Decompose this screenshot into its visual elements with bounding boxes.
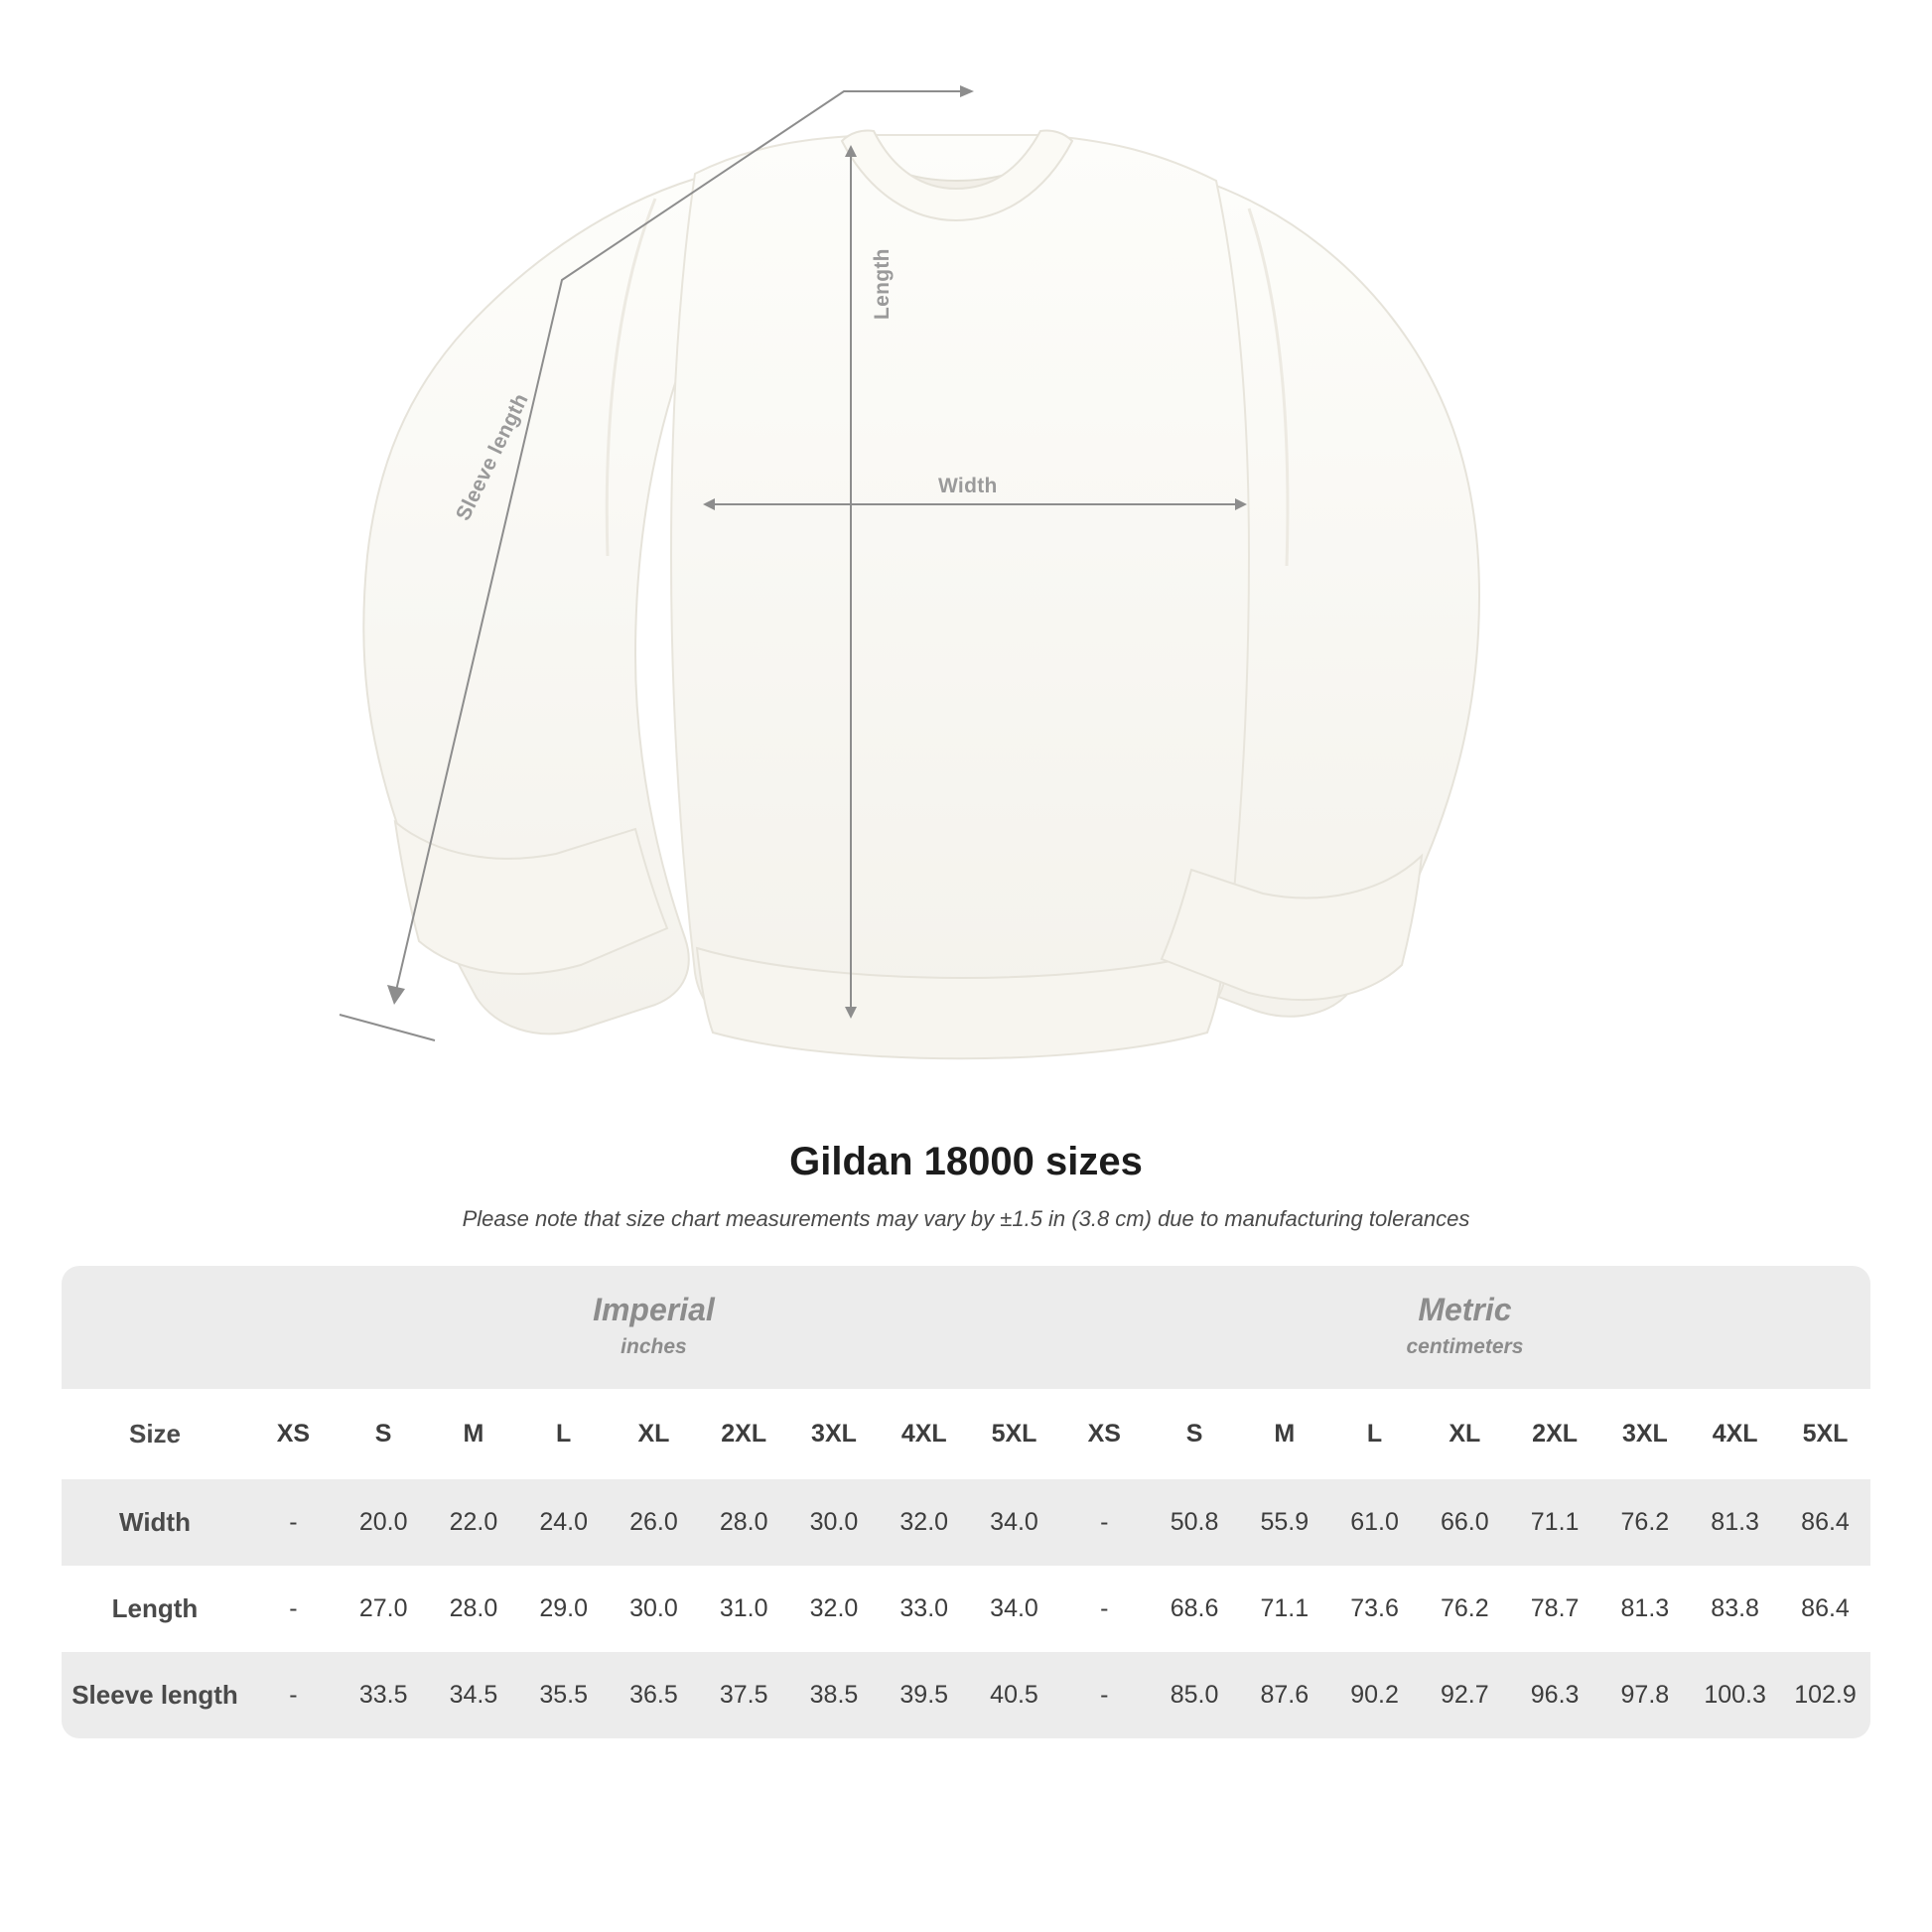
- cell-sleeve-metric-5xl: 102.9: [1780, 1652, 1870, 1738]
- size-col-imperial-m: M: [429, 1389, 519, 1479]
- cell-width-imperial-m: 22.0: [429, 1479, 519, 1566]
- cell-sleeve-imperial-xl: 36.5: [609, 1652, 699, 1738]
- cell-sleeve-metric-xs: -: [1059, 1652, 1150, 1738]
- row-label-length: Length: [62, 1566, 248, 1652]
- cell-width-imperial-xl: 26.0: [609, 1479, 699, 1566]
- cell-sleeve-imperial-2xl: 37.5: [699, 1652, 789, 1738]
- cell-length-imperial-4xl: 33.0: [879, 1566, 969, 1652]
- cell-sleeve-metric-3xl: 97.8: [1599, 1652, 1690, 1738]
- cell-length-metric-l: 73.6: [1329, 1566, 1420, 1652]
- size-col-metric-2xl: 2XL: [1510, 1389, 1600, 1479]
- cell-sleeve-imperial-4xl: 39.5: [879, 1652, 969, 1738]
- cell-width-metric-3xl: 76.2: [1599, 1479, 1690, 1566]
- cell-width-imperial-s: 20.0: [339, 1479, 429, 1566]
- size-col-imperial-xs: XS: [248, 1389, 339, 1479]
- cell-length-imperial-5xl: 34.0: [969, 1566, 1059, 1652]
- unit-metric-name: Metric: [1418, 1292, 1512, 1327]
- cell-length-imperial-3xl: 32.0: [789, 1566, 880, 1652]
- size-col-metric-l: L: [1329, 1389, 1420, 1479]
- size-col-metric-xl: XL: [1420, 1389, 1510, 1479]
- unit-header-metric: [1059, 1266, 1870, 1389]
- cell-width-metric-2xl: 71.1: [1510, 1479, 1600, 1566]
- size-col-imperial-4xl: 4XL: [879, 1389, 969, 1479]
- cell-sleeve-imperial-s: 33.5: [339, 1652, 429, 1738]
- cell-length-imperial-xl: 30.0: [609, 1566, 699, 1652]
- row-label-width: Width: [62, 1479, 248, 1566]
- cell-width-metric-m: 55.9: [1239, 1479, 1329, 1566]
- unit-imperial-name: Imperial: [593, 1292, 715, 1327]
- cell-length-imperial-l: 29.0: [518, 1566, 609, 1652]
- cell-sleeve-metric-xl: 92.7: [1420, 1652, 1510, 1738]
- width-dimension-label: Width: [938, 475, 998, 497]
- cell-length-metric-2xl: 78.7: [1510, 1566, 1600, 1652]
- size-col-imperial-3xl: 3XL: [789, 1389, 880, 1479]
- cell-length-metric-5xl: 86.4: [1780, 1566, 1870, 1652]
- cell-width-imperial-2xl: 28.0: [699, 1479, 789, 1566]
- cell-width-metric-xl: 66.0: [1420, 1479, 1510, 1566]
- cell-length-metric-m: 71.1: [1239, 1566, 1329, 1652]
- size-col-metric-3xl: 3XL: [1599, 1389, 1690, 1479]
- size-col-imperial-2xl: 2XL: [699, 1389, 789, 1479]
- cell-length-imperial-m: 28.0: [429, 1566, 519, 1652]
- cell-sleeve-imperial-3xl: 38.5: [789, 1652, 880, 1738]
- size-header-label: Size: [62, 1389, 248, 1479]
- size-table-container: [62, 1266, 1870, 1738]
- row-label-sleeve-length: Sleeve length: [62, 1652, 248, 1738]
- cell-width-imperial-5xl: 34.0: [969, 1479, 1059, 1566]
- size-header-row: [62, 1389, 1870, 1479]
- cell-sleeve-metric-m: 87.6: [1239, 1652, 1329, 1738]
- cell-width-metric-s: 50.8: [1150, 1479, 1240, 1566]
- unit-metric-sub: centimeters: [1406, 1335, 1524, 1358]
- cell-width-metric-5xl: 86.4: [1780, 1479, 1870, 1566]
- page-title: Gildan 18000 sizes: [789, 1140, 1143, 1183]
- size-col-metric-4xl: 4XL: [1690, 1389, 1780, 1479]
- cell-width-imperial-xs: -: [248, 1479, 339, 1566]
- cell-width-imperial-3xl: 30.0: [789, 1479, 880, 1566]
- unit-imperial-sub: inches: [621, 1335, 687, 1358]
- size-col-metric-xs: XS: [1059, 1389, 1150, 1479]
- size-table: [62, 1266, 1870, 1738]
- sleeve-length-dimension-label: Sleeve length: [452, 389, 533, 525]
- cell-sleeve-metric-s: 85.0: [1150, 1652, 1240, 1738]
- cell-sleeve-imperial-5xl: 40.5: [969, 1652, 1059, 1738]
- cell-length-imperial-xs: -: [248, 1566, 339, 1652]
- title-block: [0, 1140, 1932, 1232]
- size-col-imperial-s: S: [339, 1389, 429, 1479]
- size-col-imperial-l: L: [518, 1389, 609, 1479]
- unit-header-spacer: [62, 1266, 248, 1389]
- cell-width-metric-l: 61.0: [1329, 1479, 1420, 1566]
- cell-width-imperial-4xl: 32.0: [879, 1479, 969, 1566]
- size-col-imperial-5xl: 5XL: [969, 1389, 1059, 1479]
- table-row: [62, 1566, 1870, 1652]
- unit-header-imperial: [248, 1266, 1059, 1389]
- tolerance-note: Please note that size chart measurements may vary by ±1.5 in (3.8 cm) due to manufacturing tolerances: [462, 1206, 1470, 1231]
- cell-sleeve-imperial-m: 34.5: [429, 1652, 519, 1738]
- length-dimension-label: Length: [871, 248, 894, 320]
- size-col-metric-s: S: [1150, 1389, 1240, 1479]
- cell-length-metric-4xl: 83.8: [1690, 1566, 1780, 1652]
- table-row: [62, 1652, 1870, 1738]
- size-col-metric-5xl: 5XL: [1780, 1389, 1870, 1479]
- cell-width-metric-4xl: 81.3: [1690, 1479, 1780, 1566]
- cell-length-metric-xl: 76.2: [1420, 1566, 1510, 1652]
- cell-length-metric-xs: -: [1059, 1566, 1150, 1652]
- cell-width-imperial-l: 24.0: [518, 1479, 609, 1566]
- table-row: [62, 1479, 1870, 1566]
- cell-length-imperial-2xl: 31.0: [699, 1566, 789, 1652]
- size-col-imperial-xl: XL: [609, 1389, 699, 1479]
- cell-sleeve-metric-l: 90.2: [1329, 1652, 1420, 1738]
- cell-sleeve-imperial-xs: -: [248, 1652, 339, 1738]
- cell-width-metric-xs: -: [1059, 1479, 1150, 1566]
- cell-length-metric-s: 68.6: [1150, 1566, 1240, 1652]
- cell-sleeve-metric-4xl: 100.3: [1690, 1652, 1780, 1738]
- cell-sleeve-imperial-l: 35.5: [518, 1652, 609, 1738]
- unit-header-row: [62, 1266, 1870, 1389]
- cell-sleeve-metric-2xl: 96.3: [1510, 1652, 1600, 1738]
- cell-length-metric-3xl: 81.3: [1599, 1566, 1690, 1652]
- size-col-metric-m: M: [1239, 1389, 1329, 1479]
- cell-length-imperial-s: 27.0: [339, 1566, 429, 1652]
